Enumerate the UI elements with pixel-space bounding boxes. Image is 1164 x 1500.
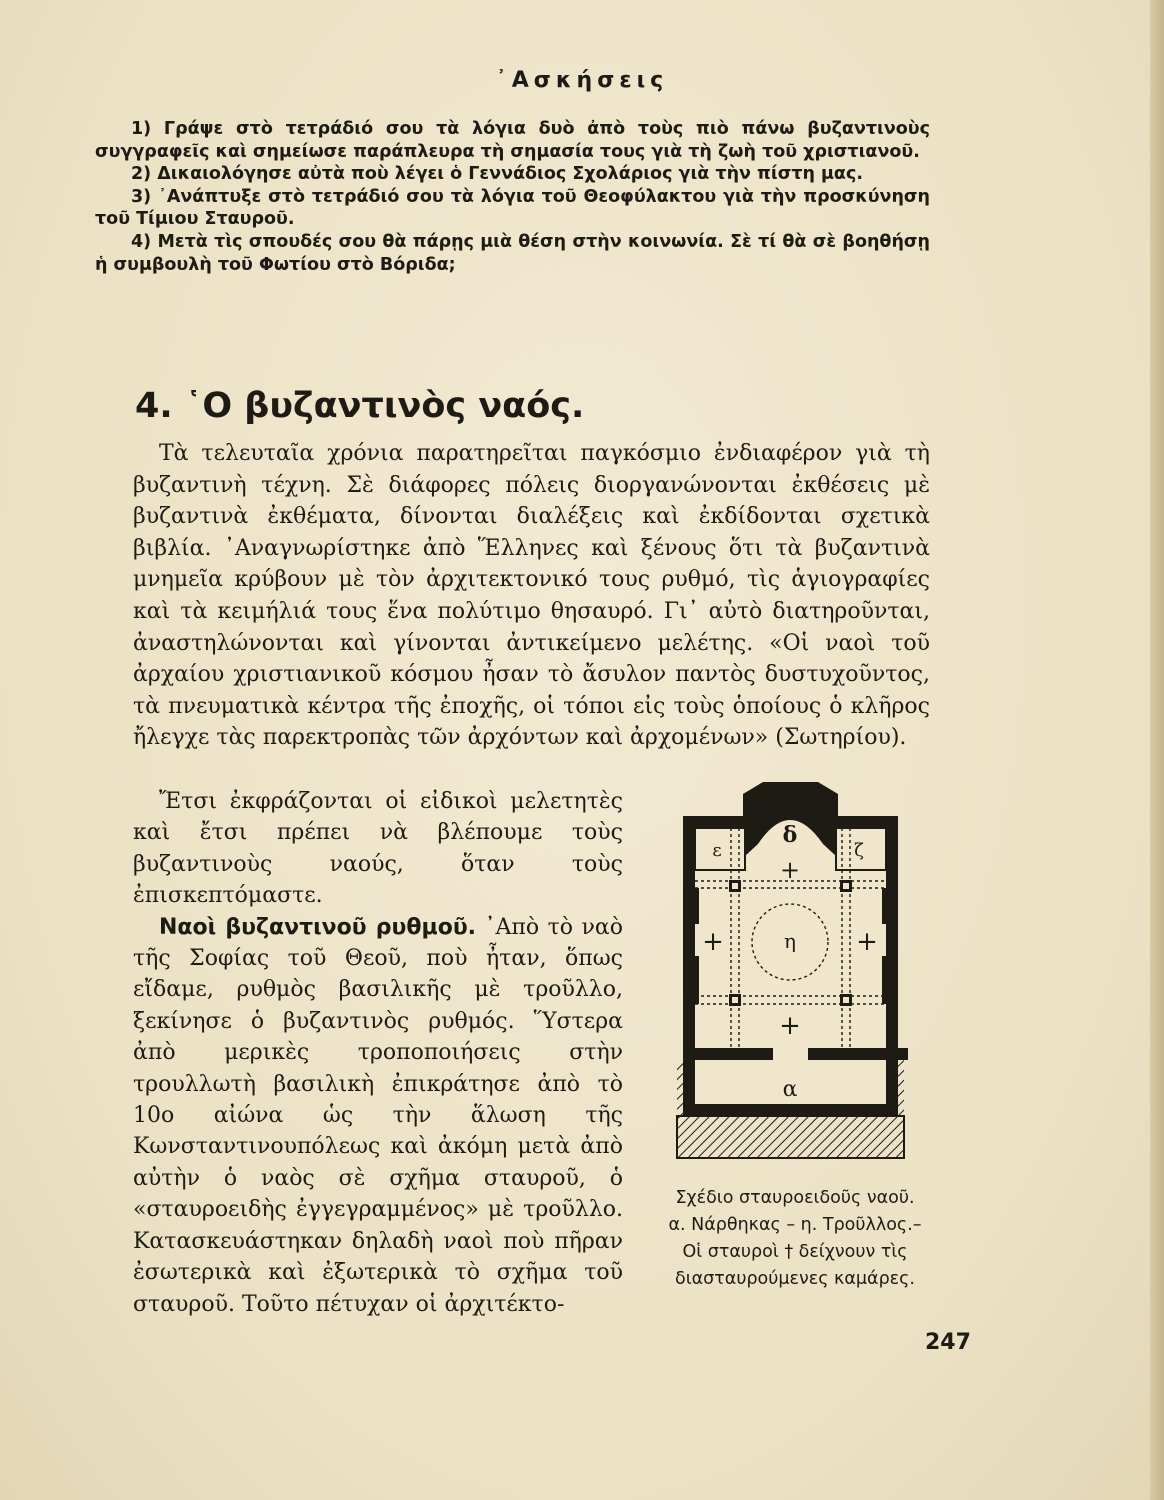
section-title: 4. ῾Ο βυζαντινὸς ναός. <box>135 386 585 426</box>
cross-left: + <box>702 927 724 957</box>
paragraph-3 <box>133 912 623 1320</box>
caption-line: Οἱ σταυροὶ † δείχνουν τὶς <box>682 1242 908 1262</box>
intro-paragraph <box>133 438 930 754</box>
label-dome: η <box>784 929 796 953</box>
exercise-item: 4) Μετὰ τὶς σπουδές σου θὰ πάρῃς μιὰ θέση στὴν κοινωνία. Σὲ τί θὰ σὲ βοηθήσῃ ἡ συμβουλὴ τοῦ Φωτίου στὸ Βόριδα; <box>95 231 930 275</box>
exercise-item: 1) Γράψε στὸ τετράδιό σου τὰ λόγια δυὸ ἀπὸ τοὺς πιὸ πάνω βυζαντινοὺς συγγραφεῖς καὶ σημείωσε παράπλευρα τὴ σημασία τους γιὰ τὴ ζωὴ τοῦ χριστιανοῦ. <box>95 119 930 162</box>
caption-line: Σχέδιο σταυροειδοῦς ναοῦ. <box>675 1188 915 1208</box>
exercise-item: 3) ᾿Ανάπτυξε στὸ τετράδιό σου τὰ λόγια τοῦ Θεοφύλακτου γιὰ τὴν προσκύνηση τοῦ Τίμιου Σταυροῦ. <box>95 186 930 230</box>
caption-line: διασταυρούμενες καμάρες. <box>675 1269 915 1289</box>
left-column-text <box>133 786 623 1320</box>
page-edge-shadow <box>1150 0 1164 1500</box>
label-altar: δ <box>782 822 798 848</box>
paragraph-2: Ἔτσι ἐκφράζονται οἱ εἰδικοὶ μελετητὲς καὶ ἔτσι πρέπει νὰ βλέπουμε τοὺς βυζαντινοὺς ναούς, ὅταν τοὺς ἐπισκεπτόμαστε. <box>133 789 623 909</box>
label-left-chapel: ε <box>712 840 722 861</box>
exercises-list <box>95 118 930 276</box>
paragraph-1: Τὰ τελευταῖα χρόνια παρατηρεῖται παγκόσμιο ἐνδιαφέρον γιὰ τὴ βυζαντινὴ τέχνη. Σὲ διάφορες πόλεις διοργανώνονται ἐκθέσεις μὲ βυζαντινὰ ἐκθέματα, δίνονται διαλέξεις καὶ ἐκδίδονται σχετικὰ βιβλία. ᾿Αναγνωρίστηκε ἀπὸ Ἕλληνες καὶ ξένους ὅτι τὰ βυζαντινὰ μνημεῖα κρύβουν μὲ τὸν ἀρχιτεκτονικό τους ρυθμό, τὶς ἁγιογραφίες καὶ τὰ κειμήλιά τους ἕνα πολύτιμο θησαυρό. Γι᾿ αὐτὸ διατηροῦνται, ἀναστηλώνονται καὶ γίνονται ἀντικείμενο μελέτης. «Οἱ ναοὶ τοῦ ἀρχαίου χριστιανικοῦ κόσμου ἦσαν τὸ ἄσυλον παντὸς δυστυχοῦντος, τὰ πνευματικὰ κέντρα τῆς ἐποχῆς, οἱ τόποι εἰς τοὺς ὁποίους ὁ κλῆρος ἤλεγχε τὰς παρεκτροπὰς τῶν ἀρχόντων καὶ ἀρχομένων» (Σωτηρίου). <box>133 441 930 751</box>
hatched-foundation <box>677 1116 904 1158</box>
figure-caption <box>650 1185 940 1293</box>
cross-bottom: + <box>779 1011 801 1041</box>
paragraph-3-text: ᾿Απὸ τὸ ναὸ τῆς Σοφίας τοῦ Θεοῦ, ποὺ ἦταν, ὅπως εἴδαμε, ρυθμὸς βασιλικῆς μὲ τροῦλλο, ξεκίνησε ὁ βυζαντινὸς ρυθμός. Ὕστερα ἀπὸ μερικὲς τροποποιήσεις στὴν τρουλλωτὴ βασιλικὴ ἐπικράτησε ἀπὸ τὸ 10ο αἰώνα ὡς τὴν ἅλωση τῆς Κωνσταντινουπόλεως καὶ ἀκόμη μετὰ ἀπὸ αὐτὴν ὁ ναὸς σὲ σχῆμα σταυροῦ, ὁ «σταυροειδὴς ἐγγεγραμμένος» μὲ τροῦλλο. Κατασκευάστηκαν δηλαδὴ ναοὶ ποὺ πῆραν ἐσωτερικὰ καὶ ἐξωτερικὰ τὸ σχῆμα τοῦ σταυροῦ. Τοῦτο πέτυχαν οἱ ἀρχιτέκτο- <box>133 914 623 1317</box>
caption-line: α. Νάρθηκας – η. Τροῦλλος.– <box>668 1215 922 1235</box>
floor-plan-drawing <box>673 776 908 1164</box>
exercises-heading: ᾿Ασκήσεις <box>495 68 669 93</box>
cross-right: + <box>856 927 878 957</box>
paragraph-3-lead: Ναοὶ βυζαντινοῦ ρυθμοῦ. <box>159 914 477 940</box>
exercise-item: 2) Δικαιολόγησε αὐτὰ ποὺ λέγει ὁ Γεννάδιος Σχολάριος γιὰ τὴν πίστη μας. <box>131 164 863 185</box>
label-right-chapel: ζ <box>854 840 864 861</box>
page-number: 247 <box>925 1330 971 1355</box>
cross-top: + <box>779 856 801 884</box>
church-floor-plan <box>673 776 908 1164</box>
label-narthex: α <box>782 1077 798 1102</box>
